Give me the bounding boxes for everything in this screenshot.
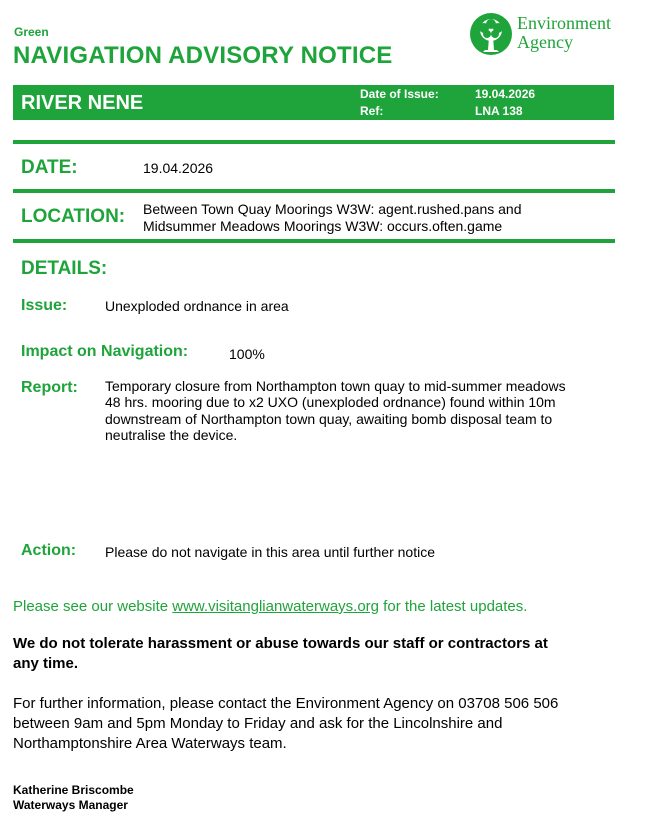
website-line (13, 597, 527, 617)
date-of-issue-label: Date of Issue: (360, 87, 439, 101)
notice-status: Green (14, 25, 49, 39)
logo-text-line2: Agency (517, 32, 573, 52)
contact-paragraph (13, 694, 558, 754)
issue-value: Unexploded ordnance in area (105, 298, 289, 314)
divider-rule (13, 239, 615, 243)
details-label: DETAILS: (21, 258, 108, 279)
website-suffix: for the latest updates. (379, 598, 528, 615)
harassment-line: We do not tolerate harassment or abuse towards our staff or contractors at (13, 635, 548, 652)
divider-rule (13, 140, 615, 144)
environment-agency-logo (468, 11, 628, 57)
contact-line: between 9am and 5pm Monday to Friday and ask for the Lincolnshire and (13, 715, 503, 732)
harassment-statement (13, 634, 548, 674)
location-line: Between Town Quay Moorings W3W: agent.rushed.pans and (143, 201, 522, 217)
river-name: RIVER NENE (21, 92, 144, 114)
logo-text-line1: Environment (517, 13, 611, 33)
impact-label: Impact on Navigation: (21, 343, 189, 360)
report-label: Report: (21, 379, 78, 396)
report-line: 48 hrs. mooring due to x2 UXO (unexploded ordnance) found within 10m (105, 394, 556, 410)
date-label: DATE: (21, 157, 78, 178)
divider-rule (13, 189, 615, 193)
report-line: downstream of Northampton town quay, awaiting bomb disposal team to (105, 411, 553, 427)
ref-value: LNA 138 (475, 104, 523, 118)
date-of-issue-value: 19.04.2026 (475, 87, 536, 101)
website-prefix: Please see our website (13, 598, 173, 615)
action-value: Please do not navigate in this area until further notice (105, 544, 435, 560)
location-label: LOCATION: (21, 206, 126, 227)
signature-role: Waterways Manager (13, 798, 128, 812)
issue-label: Issue: (21, 297, 68, 314)
ref-label: Ref: (360, 104, 384, 118)
date-value: 19.04.2026 (143, 160, 214, 176)
tree-icon (468, 11, 514, 57)
harassment-line: any time. (13, 655, 79, 672)
report-line: Temporary closure from Northampton town quay to mid-summer meadows (105, 378, 566, 394)
contact-line: Northamptonshire Area Waterways team. (13, 735, 287, 752)
report-line: neutralise the device. (105, 427, 238, 443)
page-title: NAVIGATION ADVISORY NOTICE (13, 42, 393, 69)
impact-value: 100% (229, 346, 265, 362)
location-line: Midsummer Meadows Moorings W3W: occurs.often.game (143, 218, 503, 234)
contact-line: For further information, please contact the Environment Agency on 03708 506 506 (13, 695, 559, 712)
signature-block (13, 783, 134, 813)
action-label: Action: (21, 542, 77, 559)
website-link[interactable]: www.visitanglianwaterways.org (172, 598, 380, 615)
signature-name: Katherine Briscombe (13, 783, 134, 797)
